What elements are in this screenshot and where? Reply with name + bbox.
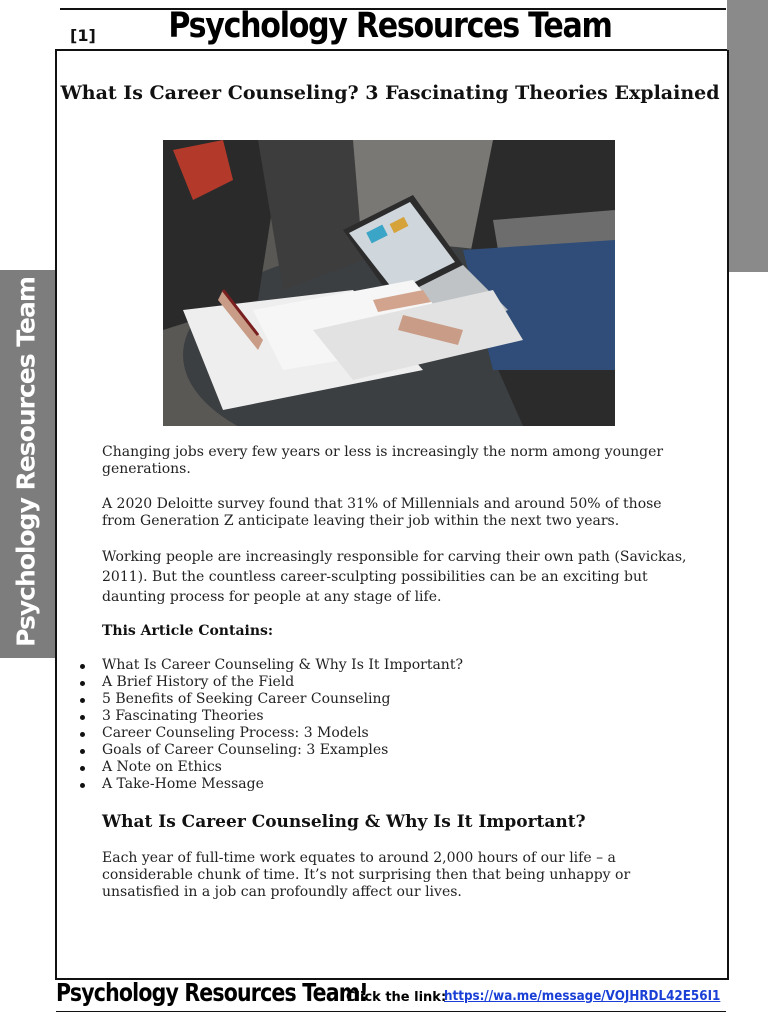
contents-heading: This Article Contains: xyxy=(102,623,274,639)
intro-paragraph-1: Changing jobs every few years or less is increasingly the norm among younger generations. xyxy=(102,444,664,477)
toc-item[interactable]: A Note on Ethics xyxy=(80,759,463,776)
header-title: Psychology Resources Team xyxy=(168,6,612,46)
table-of-contents xyxy=(80,657,463,793)
toc-item[interactable]: Goals of Career Counseling: 3 Examples xyxy=(80,742,463,759)
footer-link[interactable]: https://wa.me/message/VOJHRDL42E56I1 xyxy=(444,989,721,1004)
intro-paragraph-3: Working people are increasingly responsible for carving their own path (Savickas, 2011). But the countless career-sculpting possibilities can be an exciting but daunting process for people at any stage of life. xyxy=(102,549,687,605)
section-paragraph: Each year of full-time work equates to around 2,000 hours of our life – a considerable chunk of time. It’s not surprising then that being unhappy or unsatisfied in a job can profoundly affect our lives. xyxy=(102,850,631,900)
footer-click-label: Click the link: xyxy=(346,990,447,1005)
side-tab-label: Psychology Resources Team xyxy=(11,277,41,647)
intro-paragraph-2: A 2020 Deloitte survey found that 31% of Millennials and around 50% of those from Generation Z anticipate leaving their job within the next two years. xyxy=(102,496,662,529)
toc-item[interactable]: What Is Career Counseling & Why Is It Important? xyxy=(80,657,463,674)
footer-brand: Psychology Resources Team! xyxy=(56,978,368,1007)
toc-item[interactable]: A Take-Home Message xyxy=(80,776,463,793)
page-number: [1] xyxy=(70,26,96,45)
people-at-table-illustration xyxy=(163,140,615,426)
toc-item[interactable]: A Brief History of the Field xyxy=(80,674,463,691)
toc-item[interactable]: Career Counseling Process: 3 Models xyxy=(80,725,463,742)
section-heading: What Is Career Counseling & Why Is It Important? xyxy=(102,812,586,832)
right-side-tab xyxy=(727,0,768,272)
toc-item[interactable]: 5 Benefits of Seeking Career Counseling xyxy=(80,691,463,708)
footer-rule xyxy=(56,1011,726,1012)
article-title: What Is Career Counseling? 3 Fascinating Theories Explained xyxy=(60,82,720,104)
article-photo xyxy=(163,140,615,426)
toc-item[interactable]: 3 Fascinating Theories xyxy=(80,708,463,725)
